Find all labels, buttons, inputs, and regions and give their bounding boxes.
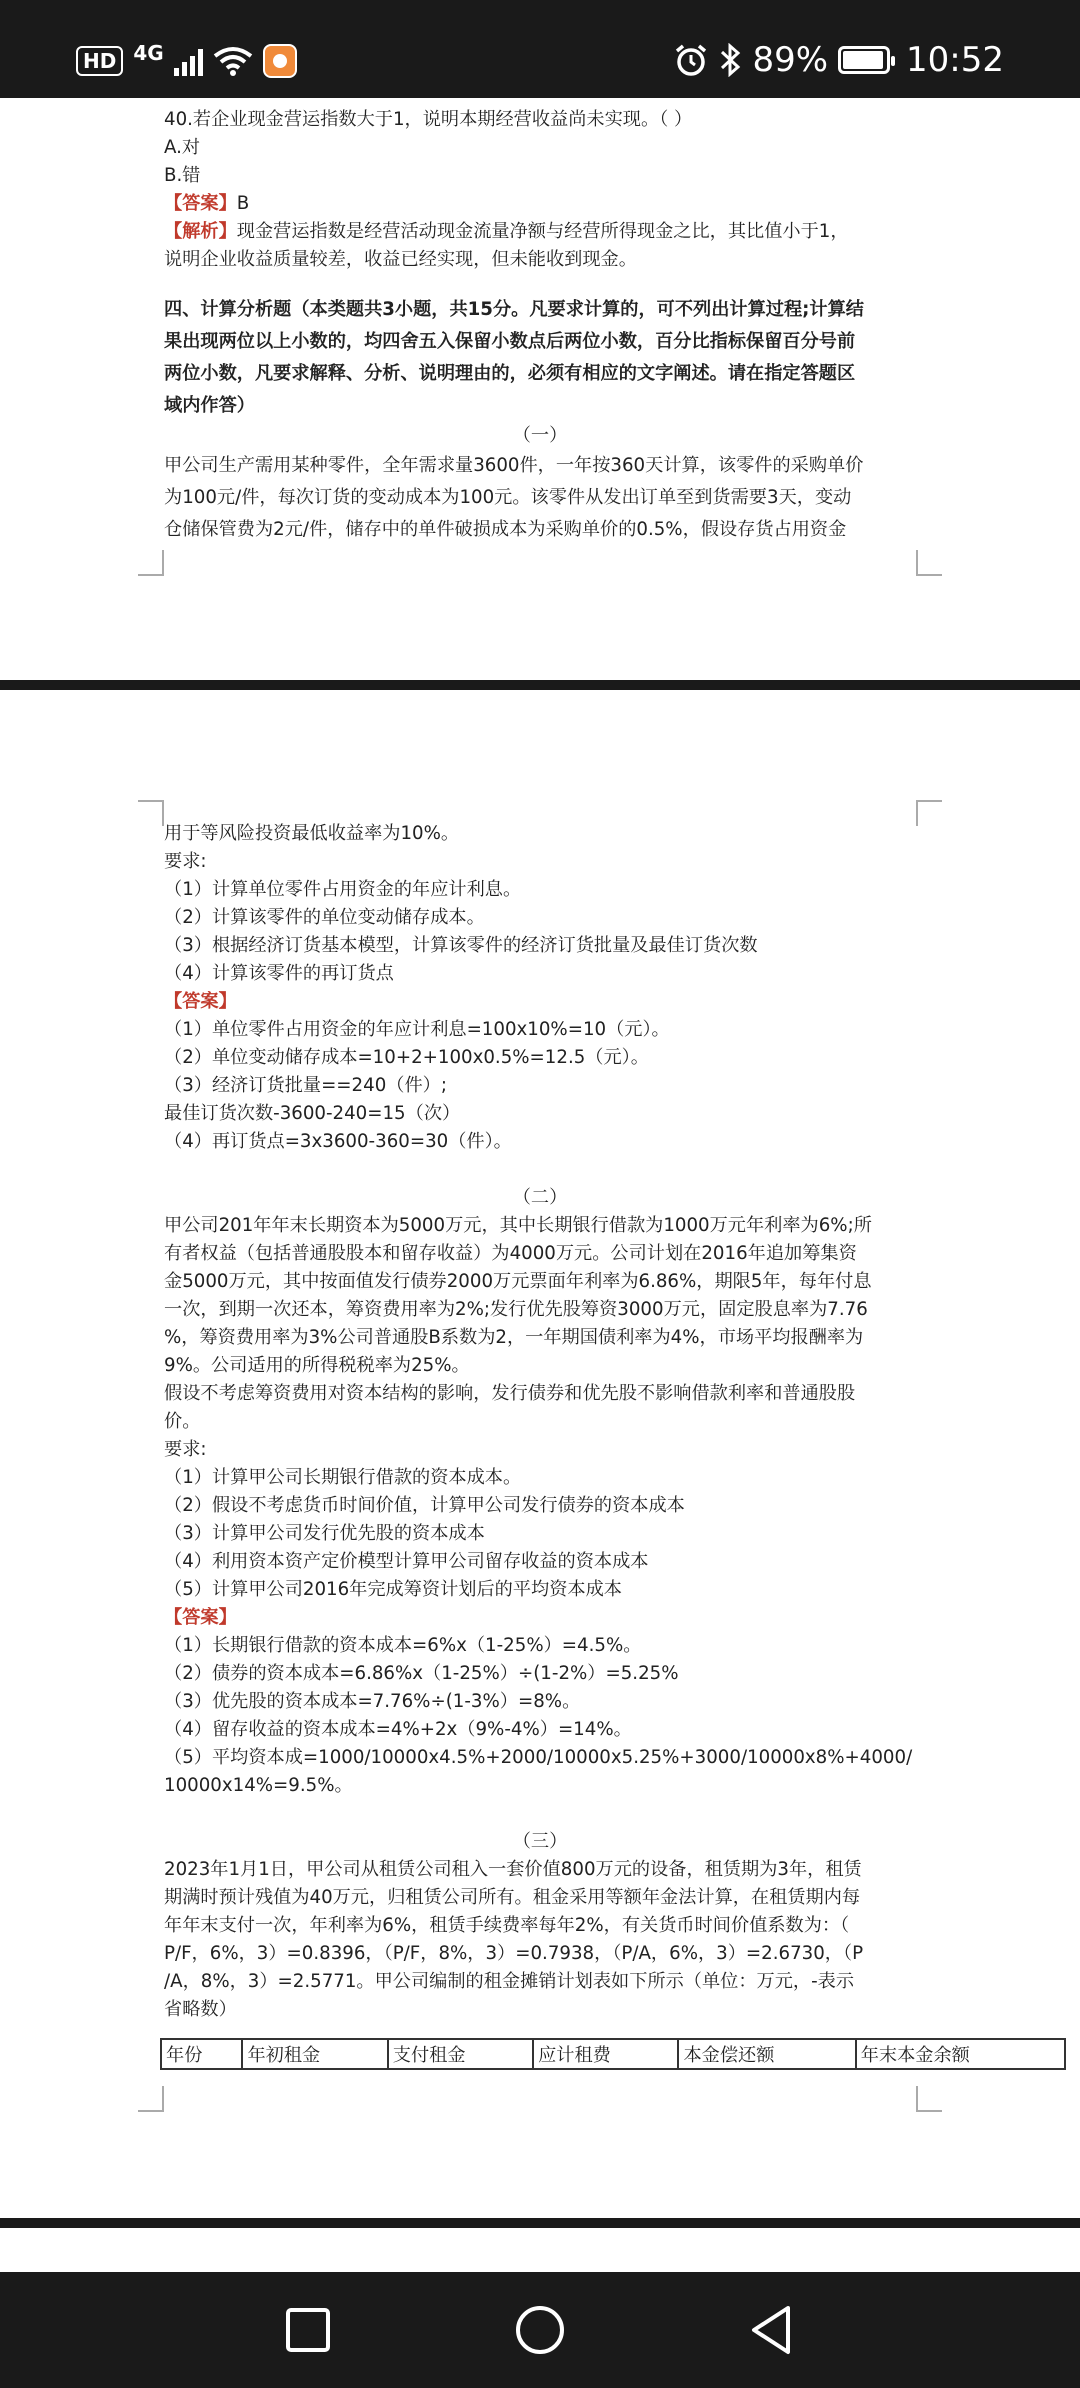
answer-value: B — [236, 193, 250, 214]
wifi-icon — [213, 46, 253, 76]
part-2-title: （二） — [512, 1187, 568, 1208]
battery-percent: 89% — [752, 40, 829, 80]
battery-icon — [838, 46, 890, 74]
network-type: 4G — [133, 41, 164, 65]
problem-1-text: 甲公司生产需用某种零件，全年需求量3600件，一年按360天计算，该零件的采购单价 — [164, 455, 864, 476]
crop-mark — [138, 2086, 164, 2112]
home-button[interactable] — [512, 2302, 568, 2358]
page-separator — [0, 2218, 1080, 2228]
crop-mark — [916, 2086, 942, 2112]
hd-badge: HD — [76, 46, 123, 76]
table-header-cell: 应计租费 — [533, 2039, 678, 2069]
page-separator — [0, 680, 1080, 690]
table-header-row — [161, 2039, 1065, 2069]
table-header-cell: 本金偿还额 — [678, 2039, 855, 2069]
answer-label: 【答案】 — [164, 991, 237, 1012]
answer-label: 【答案】 — [164, 1607, 237, 1628]
analysis-label: 【解析】 — [164, 221, 237, 242]
alarm-icon — [674, 43, 708, 77]
part-3-title: （三） — [512, 1831, 568, 1852]
page1-content: 40.若企业现金营运指数大于1，说明本期经营收益尚未实现。（ ） A.对 B.错 【答案】B 【解析】现金营运指数是经营活动现金流量净额与经营所得现金之比，其比值小于1， 说明企业收益质量较差，收益已经实现，但未能收到现金。 四、计算分析题（本类题共3小题，共15分。凡要求计算的，可不列出计算过程;计算结 果出现两位以上小数的，均四舍五入保留小数点后两位小数，百分比指标保留百分号前 两位小数，凡要求解释、分析、说明理由的，必须有相应的文字阐述。请在指定答题区 域内作答） （一） 甲公司生产需用某种零件，全年需求量3600件，一年按360天计算，该零件的采购单价 为100元/件，每次订货的变动成本为100元。该零件从发出订单至到货需要3天，变动 仓储保管费为2元/件，储存中的单件破损成本为采购单价的0.5%，假设存货占用资金 — [164, 106, 916, 546]
crop-mark — [138, 800, 164, 826]
crop-mark — [916, 800, 942, 826]
table-header-cell: 支付租金 — [388, 2039, 533, 2069]
navigation-bar — [0, 2272, 1080, 2388]
table-header-cell: 年份 — [161, 2039, 242, 2069]
table-header-cell: 年初租金 — [242, 2039, 387, 2069]
table-header-cell: 年末本金余额 — [856, 2039, 1065, 2069]
analysis-line: 【解析】现金营运指数是经营活动现金流量净额与经营所得现金之比，其比值小于1， — [164, 221, 849, 242]
document-page-2 — [0, 690, 1080, 2218]
requirements-label: 要求: — [164, 1439, 207, 1460]
status-bar — [0, 0, 1080, 98]
lease-schedule-table — [160, 2038, 1066, 2070]
section-heading: 四、计算分析题（本类题共3小题，共15分。凡要求计算的，可不列出计算过程;计算结 — [164, 299, 864, 320]
answer-label: 【答案】 — [164, 193, 237, 214]
option-b: B.错 — [164, 165, 201, 186]
app-notification-icon — [263, 44, 297, 78]
problem-2-text: 甲公司201年年末长期资本为5000万元，其中长期银行借款为1000万元年利率为6%;所 — [164, 1215, 872, 1236]
option-a: A.对 — [164, 137, 201, 158]
signal-icon — [174, 46, 203, 76]
crop-mark — [138, 550, 164, 576]
question-40: 40.若企业现金营运指数大于1，说明本期经营收益尚未实现。（ ） — [164, 109, 693, 130]
document-page-1 — [0, 98, 1080, 680]
clock: 10:52 — [906, 40, 1004, 80]
crop-mark — [916, 550, 942, 576]
page2-content: 用于等风险投资最低收益率为10%。 要求: （1）计算单位零件占用资金的年应计利息。 （2）计算该零件的单位变动储存成本。 （3）根据经济订货基本模型，计算该零件的经济订货批量及最佳订货次数 （4）计算该零件的再订货点 【答案】 （1）单位零件占用资金的年应计利息=100x10%=10（元）。 （2）单位变动储存成本=10+2+100x0.5%=12.5（元）。 （3）经济订货批量==240（件）; 最佳订货次数-3600-240=15（次） （4）再订货点=3x3600-360=30（件）。 （二） 甲公司201年年末长期资本为5000万元，其中长期银行借款为1000万元年利率为6%;所 有者权益（包括普通股股本和留存收益）为4000万元。公司计划在2016年追加筹集资 金5000万元，其中按面值发行债券2000万元票面年利率为6.86%，期限5年，每年付息 一次，到期一次还本，筹资费用率为2%;发行优先股筹资3000万元，固定股息率为7.76 %，筹资费用率为3%公司普通股B系数为2，一年期国债利率为4%，市场平均报酬率为 9%。公司适用的所得税税率为25%。 假设不考虑筹资费用对资本结构的影响，发行债券和优先股不影响借款利率和普通股股 价。 要求: （1）计算甲公司长期银行借款的资本成本。 （2）假设不考虑货币时间价值，计算甲公司发行债券的资本成本 （3）计算甲公司发行优先股的资本成本 （4）利用资本资产定价模型计算甲公司留存收益的资本成本 （5）计算甲公司2016年完成筹资计划后的平均资本成本 【答案】 （1）长期银行借款的资本成本=6%x（1-25%）=4.5%。 （2）债券的资本成本=6.86%x（1-25%）÷(1-2%）=5.25% （3）优先股的资本成本=7.76%÷(1-3%）=8%。 （4）留存收益的资本成本=4%+2x（9%-4%）=14%。 （5）平均资本成=1000/10000x4.5%+2000/10000x5.25%+3000/10000x8%+4000/ 10000x14%=9.5%。 （三） 2023年1月1日，甲公司从租赁公司租入一套价值800万元的设备，租赁期为3年，租赁 期满时预计残值为40万元，归租赁公司所有。租金采用等额年金法计算，在租赁期内每 年年末支付一次，年利率为6%，租赁手续费率每年2%，有关货币时间价值系数为：（ P/F，6%，3）=0.8396，（P/F，8%，3）=0.7938，（P/A，6%，3）=2.6730，（P /A，8%，3）=2.5771。甲公司编制的租金摊销计划表如下所示（单位：万元，-表示 省略数） — [164, 820, 916, 2024]
answer-line — [164, 190, 916, 218]
part-1-title: （一） — [512, 425, 568, 446]
requirements-label: 要求: — [164, 851, 207, 872]
back-button[interactable] — [744, 2302, 800, 2358]
recents-button[interactable] — [280, 2302, 336, 2358]
bluetooth-icon — [718, 43, 742, 77]
analysis-line-2: 说明企业收益质量较差，收益已经实现，但未能收到现金。 — [164, 249, 637, 270]
problem-3-text: 2023年1月1日，甲公司从租赁公司租入一套价值800万元的设备，租赁期为3年，租赁 — [164, 1859, 862, 1880]
